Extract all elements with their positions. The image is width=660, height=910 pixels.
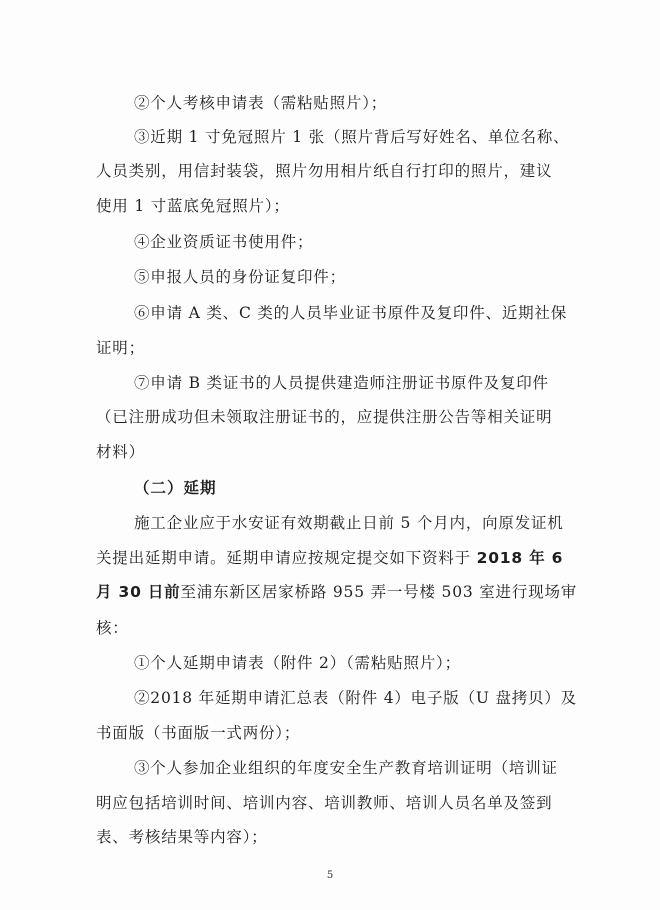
extension-paragraph-line-3 — [96, 581, 577, 603]
item-3-line-1: ③近期 1 寸免冠照片 1 张（照片背后写好姓名、单位名称、 — [134, 128, 570, 146]
item-6-line-1: ⑥申请 A 类、C 类的人员毕业证书原件及复印件、近期社保 — [134, 304, 568, 322]
extension-paragraph-line-2 — [96, 547, 563, 569]
item-2-line-1: ②个人考核申请表（需粘贴照片）； — [134, 94, 388, 112]
item-7-line-2: （已注册成功但未领取注册证书的，应提供注册公告等相关证明 — [96, 408, 553, 426]
extension-paragraph-line-4: 核： — [96, 619, 129, 637]
deadline-date-part-2: 月 30 日前 — [96, 583, 181, 601]
item-3-line-3: 使用 1 寸蓝底免冠照片）； — [96, 197, 290, 215]
extension-item-1-line-1: ①个人延期申请表（附件 2）（需粘贴照片）； — [134, 654, 461, 672]
extension-item-2-line-2: 书面版（书面版一式两份）； — [96, 724, 301, 742]
item-4-line-1: ④企业资质证书使用件； — [134, 233, 314, 251]
extension-item-2-line-1: ②2018 年延期申请汇总表（附件 4）电子版（U 盘拷贝）及 — [134, 689, 577, 707]
extension-item-3-line-2: 明应包括培训时间、培训内容、培训教师、培训人员名单及签到 — [96, 794, 553, 812]
item-5-line-1: ⑤申报人员的身份证复印件； — [134, 268, 346, 286]
deadline-date-part-1: 2018 年 6 — [476, 549, 564, 567]
item-7-line-3: 材料） — [96, 443, 145, 461]
item-7-line-1: ⑦申请 B 类证书的人员提供建造师注册证书原件及复印件 — [134, 374, 549, 392]
item-6-line-2: 证明； — [96, 339, 145, 357]
extension-paragraph-line-2-text: 关提出延期申请。延期申请应按规定提交如下资料于 — [96, 549, 477, 567]
extension-item-3-line-3: 表、考核结果等内容）； — [96, 828, 268, 846]
extension-paragraph-line-1: 施工企业应于水安证有效期截止日前 5 个月内，向原发证机 — [134, 514, 564, 532]
extension-paragraph-line-3-text: 至浦东新区居家桥路 955 弄一号楼 503 室进行现场审 — [180, 583, 578, 601]
section-heading-extension: （二）延期 — [134, 479, 217, 497]
item-3-line-2: 人员类别，用信封装袋，照片勿用相片纸自行打印的照片，建议 — [96, 162, 553, 180]
extension-item-3-line-1: ③个人参加企业组织的年度安全生产教育培训证明（培训证 — [134, 759, 558, 777]
page-number: 5 — [326, 870, 334, 881]
